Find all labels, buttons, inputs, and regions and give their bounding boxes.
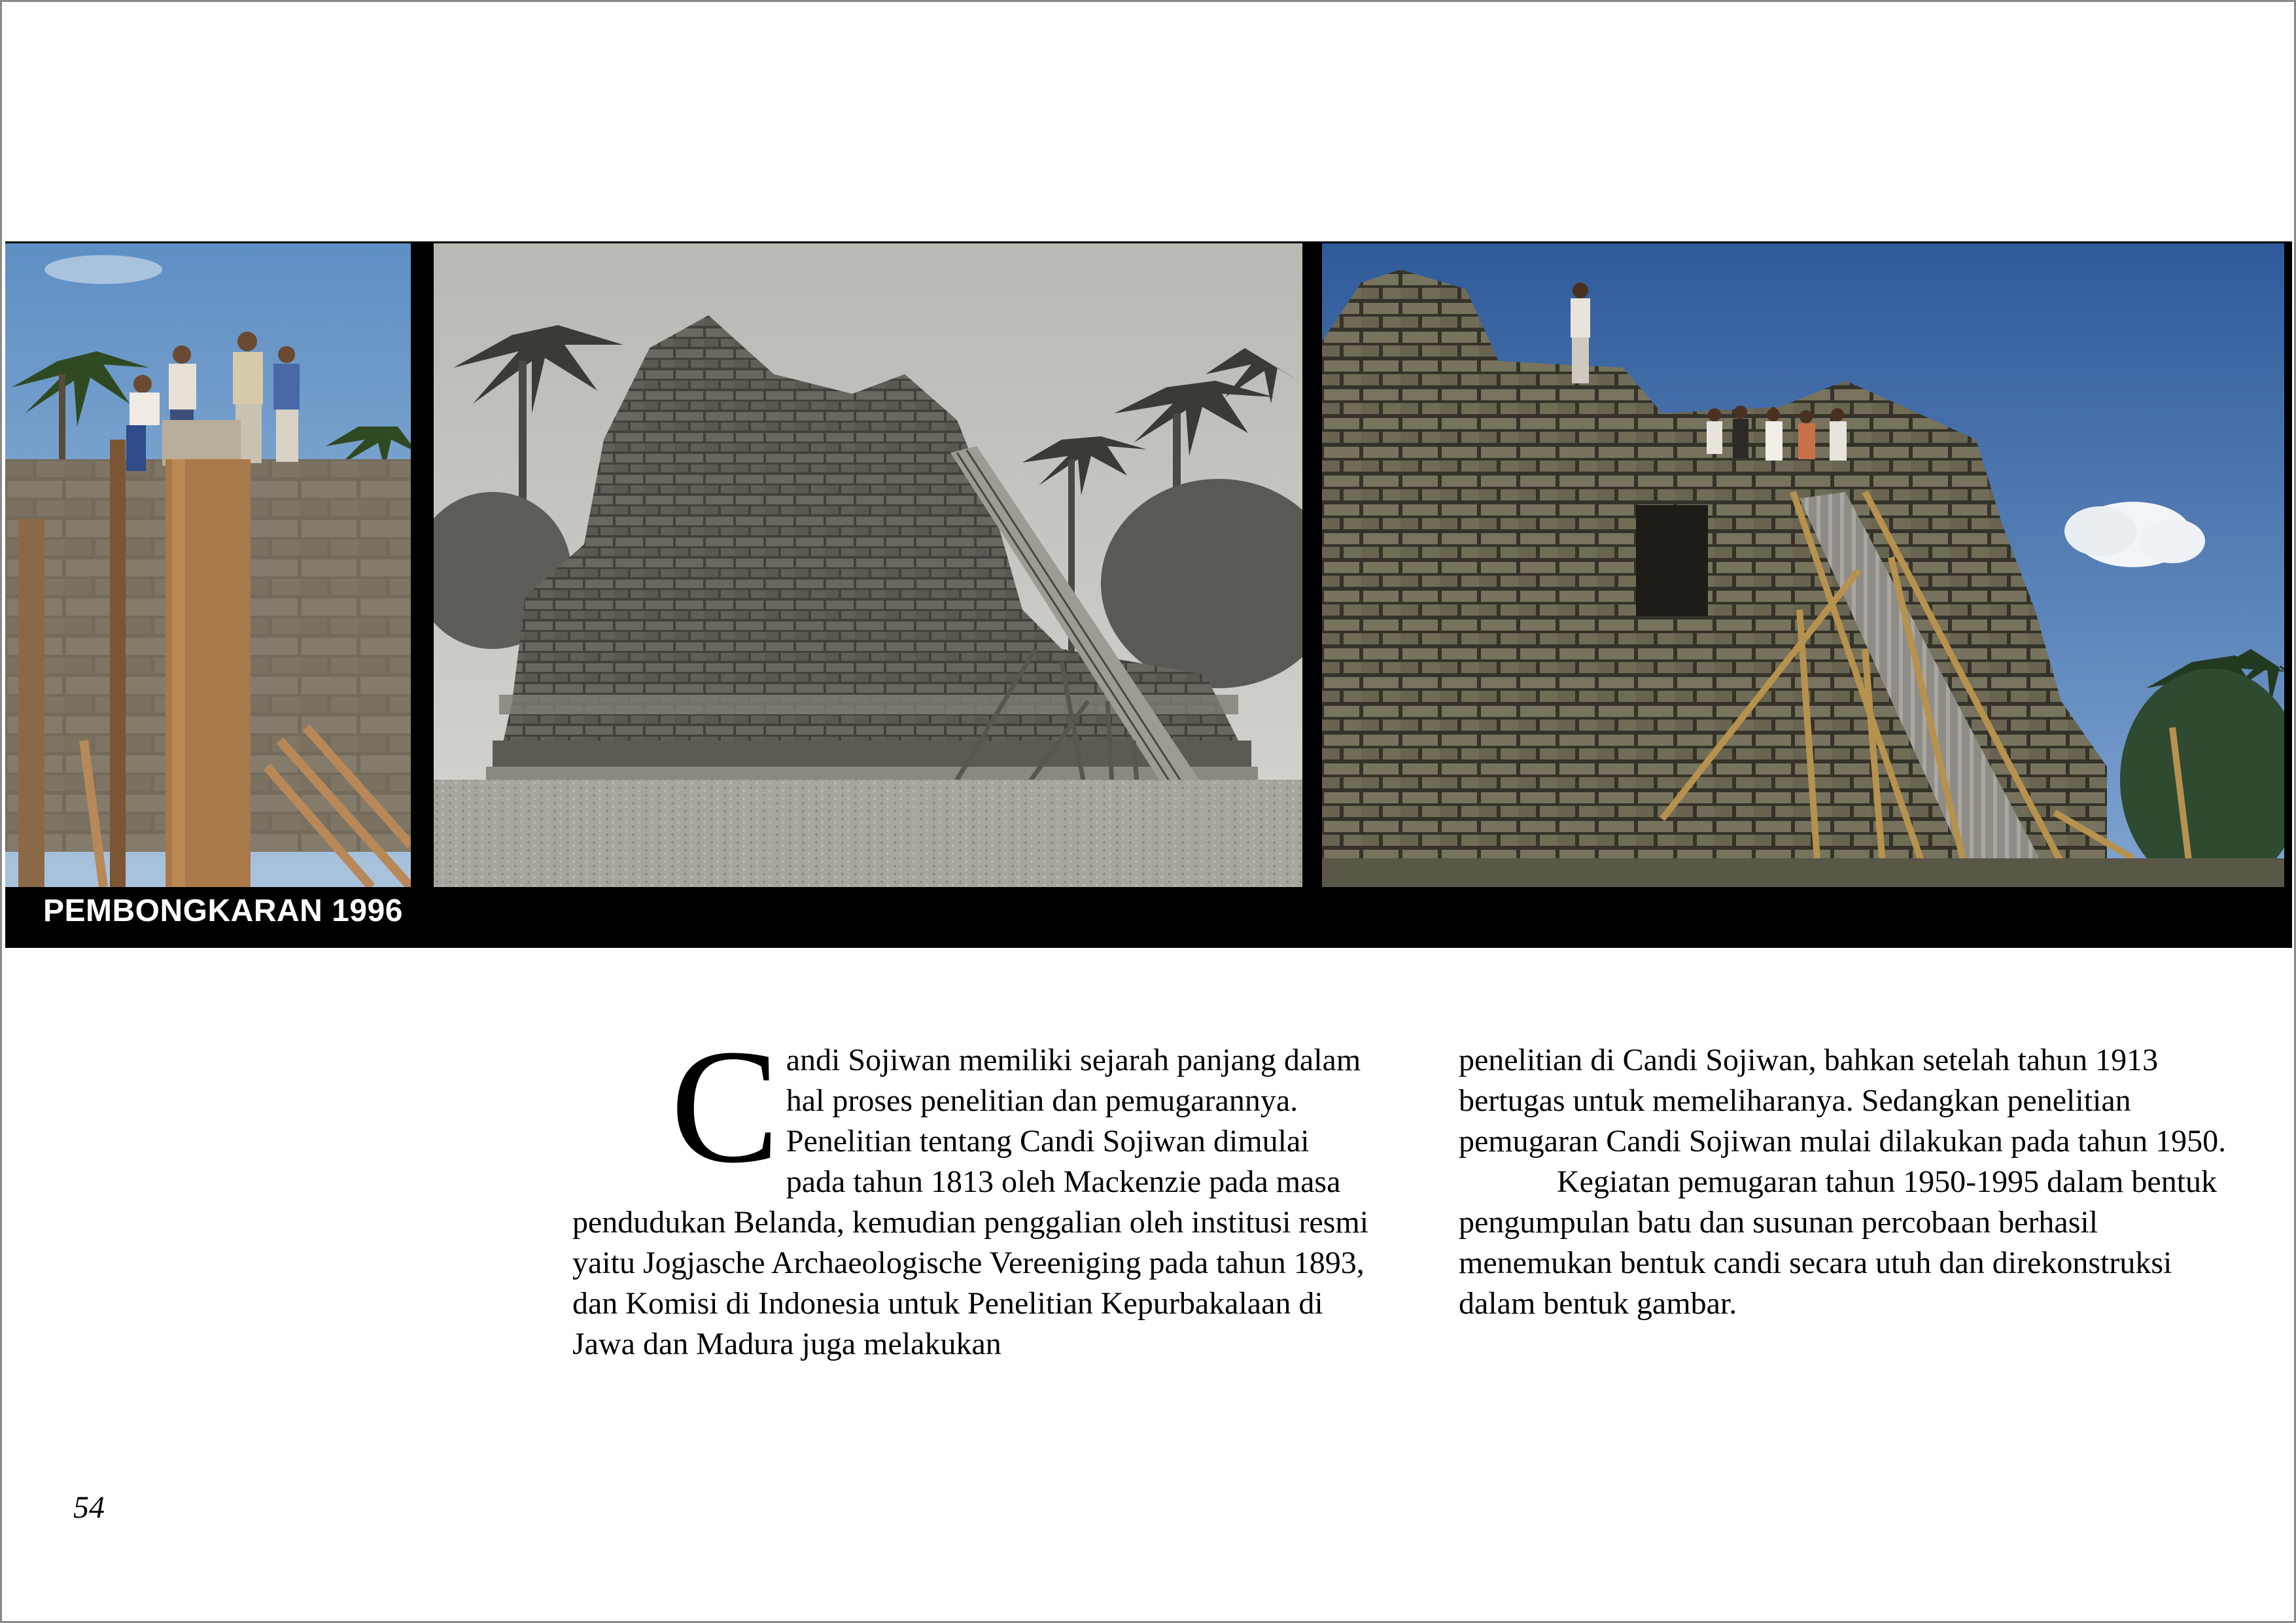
intro-paragraph bbox=[572, 1016, 1370, 1365]
temple-ruin-with-people-color-photo bbox=[1322, 243, 2284, 887]
restoration-paragraph: Kegiatan pemugaran tahun 1950-1995 dalam bentuk pengumpulan batu dan susunan percobaan berhasil menemukan bentuk candi secara utuh dan direkonstruksi dalam bentuk gambar. bbox=[1459, 1164, 2218, 1321]
photo-band bbox=[5, 241, 2292, 948]
continuation-paragraph: penelitian di Candi Sojiwan, bahkan setelah tahun 1913 bertugas untuk memeliharanya. Sedangkan penelitian pemugaran Candi Sojiwan mulai dilakukan pada tahun 1950. bbox=[1459, 1043, 2227, 1159]
photo-caption: PEMBONGKARAN 1996 bbox=[43, 894, 403, 928]
drop-cap: C bbox=[670, 1016, 780, 1197]
page-number: 54 bbox=[73, 1490, 105, 1525]
intro-paragraph-text: andi Sojiwan memiliki sejarah panjang dalam hal proses penelitian dan pemugarannya. Penelitian tentang Candi Sojiwan dimulai pada tahun 1813 oleh Mackenzie pada masa pendudukan Belanda, kemudian penggalian oleh institusi resmi yaitu Jogjasche Archaeologische Vereeniging pada tahun 1893, dan Komisi di Indonesia untuk Penelitian Kepurbakalaan di Jawa dan Madura juga melakukan bbox=[572, 1043, 1369, 1361]
workers-lifting-stone-photo bbox=[5, 243, 411, 887]
temple-ruin-black-white-photo bbox=[434, 243, 1302, 887]
right-text-column bbox=[1459, 1040, 2244, 1324]
left-text-column bbox=[572, 1016, 1370, 1365]
